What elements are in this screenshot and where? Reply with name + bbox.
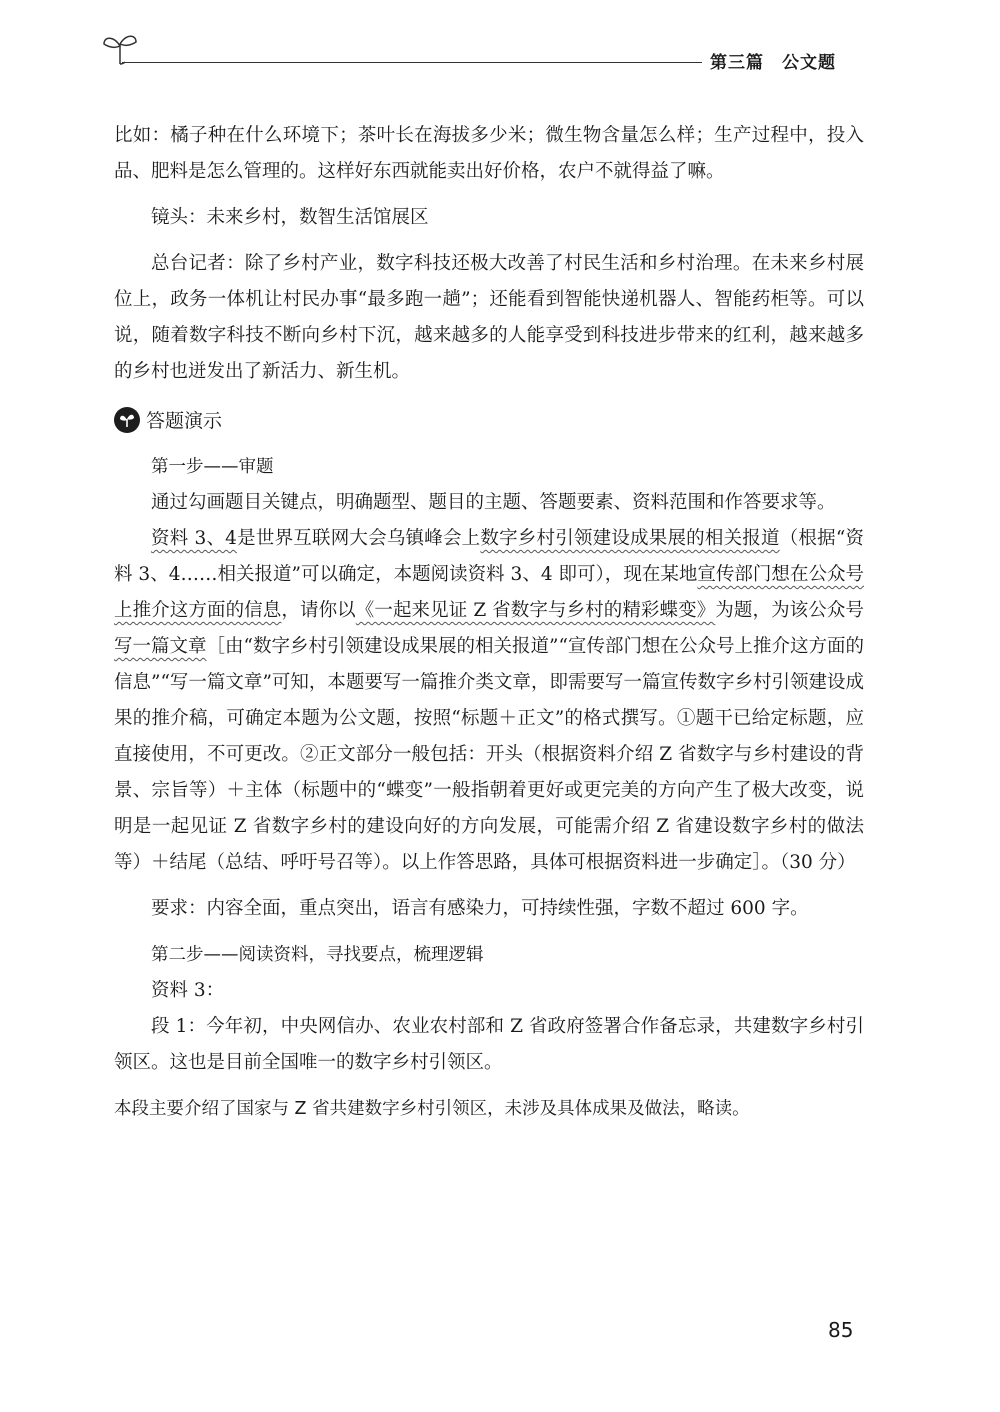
page-header xyxy=(100,30,860,80)
keyword-genre: 写一篇文章 xyxy=(114,636,207,657)
paragraph-reporter: 总台记者：除了乡村产业，数字科技还极大改善了村民生活和乡村治理。在未来乡村展位上，政务一体机让村民办事“最多跑一趟”；还能看到智能快递机器人、智能药柜等。可以说，随着数字科技不断向乡村下沉，越来越多的人能享受到科技进步带来的红利，越来越多的乡村也迸发出了新活力、新生机。 xyxy=(114,253,864,382)
leaf-icon xyxy=(114,407,140,433)
question-text: 为题，为该公众号 xyxy=(715,600,864,621)
header-part: 第三篇 xyxy=(710,53,764,73)
material-label: 资料 3： xyxy=(151,980,225,1001)
paragraph-summary: 本段主要介绍了国家与 Z 省共建数字乡村引领区，未涉及具体成果及做法，略读。 xyxy=(114,1099,750,1119)
page-content xyxy=(114,118,864,1127)
header-section-title xyxy=(710,48,854,73)
page-number: 85 xyxy=(828,1318,854,1342)
section-title: 答题演示 xyxy=(146,410,223,432)
header-category: 公文题 xyxy=(782,53,836,73)
section-heading xyxy=(114,406,864,433)
question-analysis: （根据“资料 3、4……相关报道”可以确定，本题阅读资料 3、4 即可），现在某地 xyxy=(114,528,864,585)
paragraph-continued: 比如：橘子种在什么环境下；茶叶长在海拔多少米；微生物含量怎么样；生产过程中，投入品、肥料是怎么管理的。这样好东西就能卖出好价格，农户不就得益了嘛。 xyxy=(114,125,864,182)
header-rule xyxy=(122,62,702,63)
step1-requirement: 要求：内容全面，重点突出，语言有感染力，可持续性强，字数不超过 600 字。 xyxy=(151,898,809,919)
keyword-title: 《一起来见证 Z 省数字与乡村的精彩蝶变》 xyxy=(355,600,716,621)
step1-title: 第一步——审题 xyxy=(151,457,274,477)
question-text: 是世界互联网大会乌镇峰会上 xyxy=(236,528,481,549)
paragraph-shot: 镜头：未来乡村，数智生活馆展区 xyxy=(151,207,429,228)
keyword-purpose: 宣传部门想在公众号上推介这方面的信息 xyxy=(114,564,864,621)
question-text: ，请你以 xyxy=(281,600,356,621)
keyword-topic: 数字乡村引领建设成果展的相关报道 xyxy=(480,528,780,549)
step2-title: 第二步——阅读资料，寻找要点，梳理逻辑 xyxy=(151,945,484,965)
keyword-materials: 资料 3、4 xyxy=(151,528,237,549)
material-paragraph-1: 段 1：今年初，中央网信办、农业农村部和 Z 省政府签署合作备忘录，共建数字乡村引领区。这也是目前全国唯一的数字乡村引领区。 xyxy=(114,1016,864,1073)
step1-intro: 通过勾画题目关键点，明确题型、题目的主题、答题要素、资料范围和作答要求等。 xyxy=(151,492,836,513)
question-explanation: ［由“数字乡村引领建设成果展的相关报道”“宣传部门想在公众号上推介这方面的信息”“写一篇文章”可知，本题要写一篇推介类文章，即需要写一篇宣传数字乡村引领建设成果的推介稿，可确定本题为公文题，按照“标题＋正文”的格式撰写。①题干已给定标题，应直接使用，不可更改。②正文部分一般包括：开头（根据资料介绍 Z 省数字与乡村建设的背景、宗旨等）＋主体（标题中的“蝶变”一般指朝着更好或更完美的方向产生了极大改变，说明是一起见证 Z 省数字乡村的建设向好的方向发展，可能需介绍 Z 省建设数字乡村的做法等）＋结尾（总结、呼吁号召等）。以上作答思路，具体可根据资料进一步确定］。（30 分） xyxy=(114,636,864,873)
step1-question xyxy=(114,521,864,881)
